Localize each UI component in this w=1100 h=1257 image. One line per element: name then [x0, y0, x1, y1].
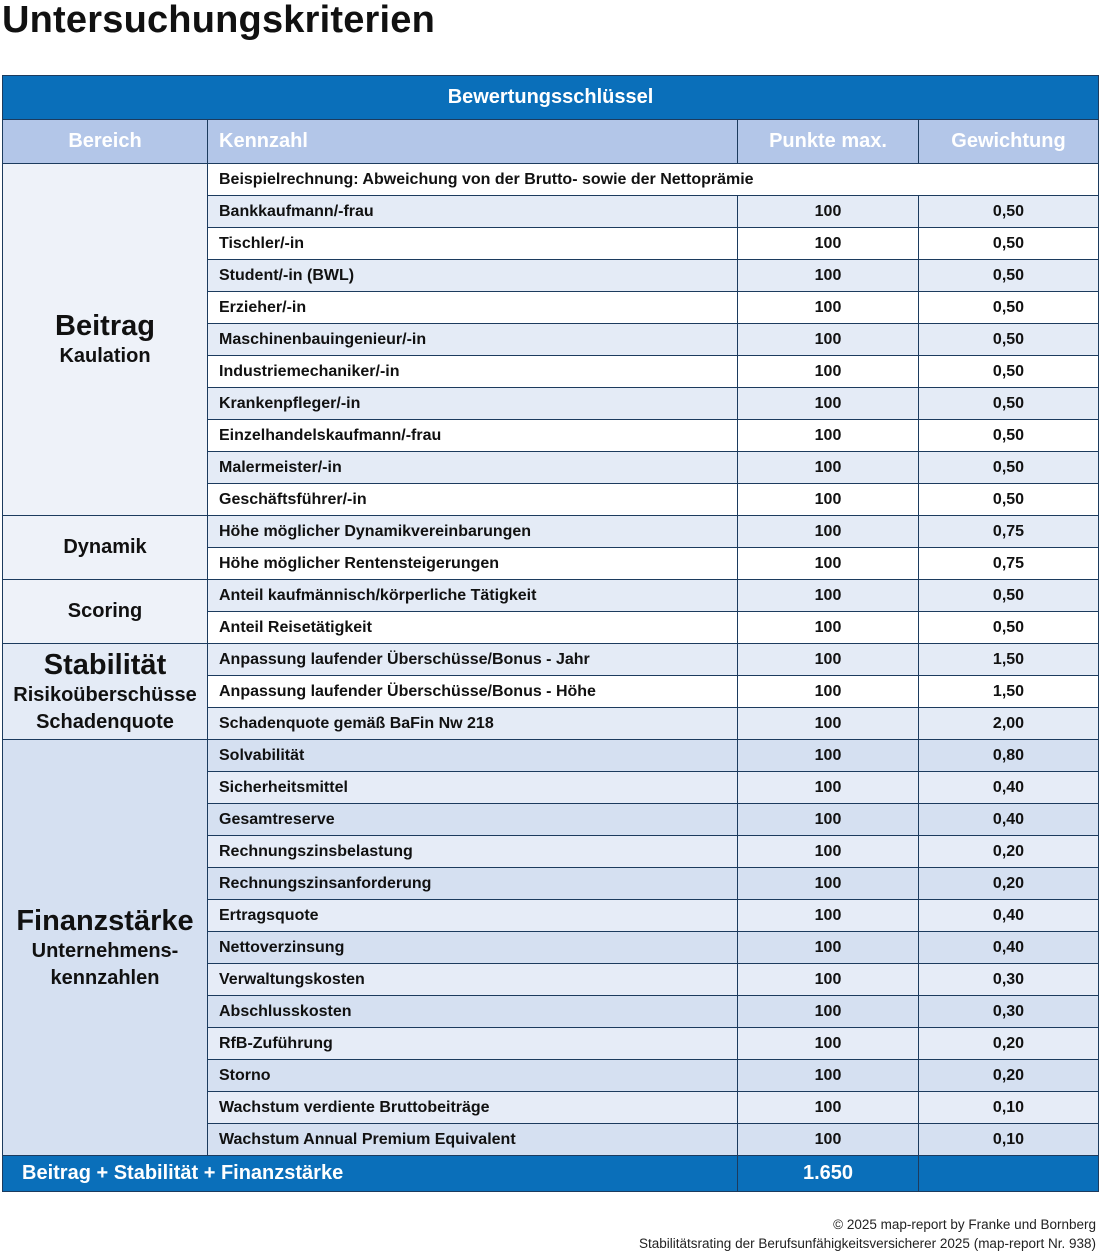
kennzahl-cell: Maschinenbauingenieur/-in — [208, 324, 738, 356]
kennzahl-cell: Anteil kaufmännisch/körperliche Tätigkeit — [208, 580, 738, 612]
table-row — [3, 516, 1099, 548]
group-subtitle: Schadenquote — [36, 710, 174, 733]
punkte-cell: 100 — [738, 996, 919, 1028]
gewichtung-cell: 0,50 — [919, 292, 1099, 324]
gewichtung-cell: 1,50 — [919, 644, 1099, 676]
group-title: Scoring — [67, 600, 143, 622]
kennzahl-cell: Wachstum verdiente Bruttobeiträge — [208, 1092, 738, 1124]
punkte-cell: 100 — [738, 196, 919, 228]
punkte-cell: 100 — [738, 932, 919, 964]
punkte-cell: 100 — [738, 644, 919, 676]
gewichtung-cell: 0,20 — [919, 1060, 1099, 1092]
punkte-cell: 100 — [738, 676, 919, 708]
punkte-cell: 100 — [738, 708, 919, 740]
gewichtung-cell: 0,30 — [919, 996, 1099, 1028]
punkte-cell: 100 — [738, 1124, 919, 1156]
kennzahl-cell: Anpassung laufender Überschüsse/Bonus - Höhe — [208, 676, 738, 708]
kennzahl-cell: Gesamtreserve — [208, 804, 738, 836]
punkte-cell: 100 — [738, 292, 919, 324]
punkte-cell: 100 — [738, 772, 919, 804]
kennzahl-cell: Erzieher/-in — [208, 292, 738, 324]
kennzahl-cell: Storno — [208, 1060, 738, 1092]
punkte-cell: 100 — [738, 356, 919, 388]
gewichtung-cell: 1,50 — [919, 676, 1099, 708]
kennzahl-cell: Nettoverzinsung — [208, 932, 738, 964]
kennzahl-cell: Industriemechaniker/-in — [208, 356, 738, 388]
punkte-cell: 100 — [738, 580, 919, 612]
column-header-row — [3, 120, 1099, 164]
group-subtitle: kennzahlen — [50, 966, 160, 989]
kennzahl-cell: Sicherheitsmittel — [208, 772, 738, 804]
punkte-cell: 100 — [738, 324, 919, 356]
gewichtung-cell: 0,75 — [919, 516, 1099, 548]
kennzahl-cell: Abschlusskosten — [208, 996, 738, 1028]
punkte-cell: 100 — [738, 548, 919, 580]
gewichtung-cell: 0,50 — [919, 452, 1099, 484]
group-title: Beitrag — [55, 310, 155, 342]
column-header-kennzahl: Kennzahl — [208, 120, 738, 164]
gewichtung-cell: 0,40 — [919, 772, 1099, 804]
group-subtitle: Unternehmens- — [31, 939, 179, 962]
gewichtung-cell: 0,50 — [919, 260, 1099, 292]
gewichtung-cell: 2,00 — [919, 708, 1099, 740]
gewichtung-cell: 0,40 — [919, 900, 1099, 932]
kennzahl-cell: Student/-in (BWL) — [208, 260, 738, 292]
group-subtitle: Kaulation — [59, 345, 151, 367]
source-footer — [639, 1215, 1096, 1253]
gewichtung-cell: 0,80 — [919, 740, 1099, 772]
kennzahl-cell: Bankkaufmann/-frau — [208, 196, 738, 228]
group-subtitle: Risikoüberschüsse — [13, 683, 197, 706]
punkte-cell: 100 — [738, 420, 919, 452]
punkte-cell: 100 — [738, 484, 919, 516]
punkte-cell: 100 — [738, 1028, 919, 1060]
group-stabilitaet — [3, 644, 208, 740]
gewichtung-cell: 0,20 — [919, 1028, 1099, 1060]
punkte-cell: 100 — [738, 260, 919, 292]
punkte-cell: 100 — [738, 388, 919, 420]
table-row — [3, 740, 1099, 772]
gewichtung-cell: 0,50 — [919, 196, 1099, 228]
punkte-cell: 100 — [738, 1060, 919, 1092]
kennzahl-cell: Höhe möglicher Dynamikvereinbarungen — [208, 516, 738, 548]
total-punkte: 1.650 — [738, 1156, 919, 1192]
punkte-cell: 100 — [738, 804, 919, 836]
kennzahl-cell: Rechnungszinsanforderung — [208, 868, 738, 900]
kennzahl-cell: Ertragsquote — [208, 900, 738, 932]
kennzahl-cell: Krankenpfleger/-in — [208, 388, 738, 420]
punkte-cell: 100 — [738, 1092, 919, 1124]
kennzahl-cell: Verwaltungskosten — [208, 964, 738, 996]
punkte-cell: 100 — [738, 964, 919, 996]
kennzahl-cell: RfB-Zuführung — [208, 1028, 738, 1060]
gewichtung-cell: 0,50 — [919, 484, 1099, 516]
gewichtung-cell: 0,20 — [919, 836, 1099, 868]
kennzahl-cell: Malermeister/-in — [208, 452, 738, 484]
table-row — [3, 644, 1099, 676]
punkte-cell: 100 — [738, 516, 919, 548]
group-dynamik — [3, 516, 208, 580]
punkte-cell: 100 — [738, 836, 919, 868]
table-row — [3, 580, 1099, 612]
kennzahl-cell: Einzelhandelskaufmann/-frau — [208, 420, 738, 452]
group-title: Stabilität — [43, 648, 167, 681]
group-finanzstaerke — [3, 740, 208, 1156]
kennzahl-cell: Rechnungszinsbelastung — [208, 836, 738, 868]
punkte-cell: 100 — [738, 612, 919, 644]
column-header-gewichtung: Gewichtung — [919, 120, 1099, 164]
group-scoring — [3, 580, 208, 644]
gewichtung-cell: 0,10 — [919, 1092, 1099, 1124]
criteria-table — [2, 75, 1099, 1192]
source-line: Stabilitätsrating der Berufsunfähigkeitsversicherer 2025 (map-report Nr. 938) — [639, 1236, 1096, 1251]
page-title: Untersuchungskriterien — [2, 0, 436, 41]
gewichtung-cell: 0,50 — [919, 420, 1099, 452]
copyright-line: © 2025 map-report by Franke und Bornberg — [833, 1217, 1096, 1232]
total-row — [3, 1156, 1099, 1192]
punkte-cell: 100 — [738, 740, 919, 772]
kennzahl-cell: Schadenquote gemäß BaFin Nw 218 — [208, 708, 738, 740]
gewichtung-cell: 0,40 — [919, 932, 1099, 964]
group-title: Finanzstärke — [16, 904, 194, 937]
kennzahl-cell: Wachstum Annual Premium Equivalent — [208, 1124, 738, 1156]
gewichtung-cell: 0,40 — [919, 804, 1099, 836]
gewichtung-cell: 0,10 — [919, 1124, 1099, 1156]
kennzahl-cell: Solvabilität — [208, 740, 738, 772]
table-caption: Bewertungsschlüssel — [3, 76, 1099, 120]
punkte-cell: 100 — [738, 228, 919, 260]
punkte-cell: 100 — [738, 868, 919, 900]
kennzahl-cell: Anteil Reisetätigkeit — [208, 612, 738, 644]
gewichtung-cell: 0,50 — [919, 388, 1099, 420]
gewichtung-cell: 0,20 — [919, 868, 1099, 900]
kennzahl-cell: Anpassung laufender Überschüsse/Bonus - Jahr — [208, 644, 738, 676]
kennzahl-cell: Geschäftsführer/-in — [208, 484, 738, 516]
gewichtung-cell: 0,50 — [919, 612, 1099, 644]
kennzahl-cell: Höhe möglicher Rentensteigerungen — [208, 548, 738, 580]
example-note-row: Beispielrechnung: Abweichung von der Brutto- sowie der Nettoprämie — [208, 164, 1099, 196]
gewichtung-cell: 0,50 — [919, 356, 1099, 388]
punkte-cell: 100 — [738, 452, 919, 484]
gewichtung-cell: 0,75 — [919, 548, 1099, 580]
total-label: Beitrag + Stabilität + Finanzstärke — [3, 1156, 738, 1192]
gewichtung-cell: 0,50 — [919, 228, 1099, 260]
total-gewichtung-empty — [919, 1156, 1099, 1192]
gewichtung-cell: 0,50 — [919, 580, 1099, 612]
kennzahl-cell: Tischler/-in — [208, 228, 738, 260]
gewichtung-cell: 0,30 — [919, 964, 1099, 996]
group-title: Dynamik — [63, 536, 147, 558]
column-header-bereich: Bereich — [3, 120, 208, 164]
punkte-cell: 100 — [738, 900, 919, 932]
column-header-punkte: Punkte max. — [738, 120, 919, 164]
gewichtung-cell: 0,50 — [919, 324, 1099, 356]
group-beitrag — [3, 164, 208, 516]
